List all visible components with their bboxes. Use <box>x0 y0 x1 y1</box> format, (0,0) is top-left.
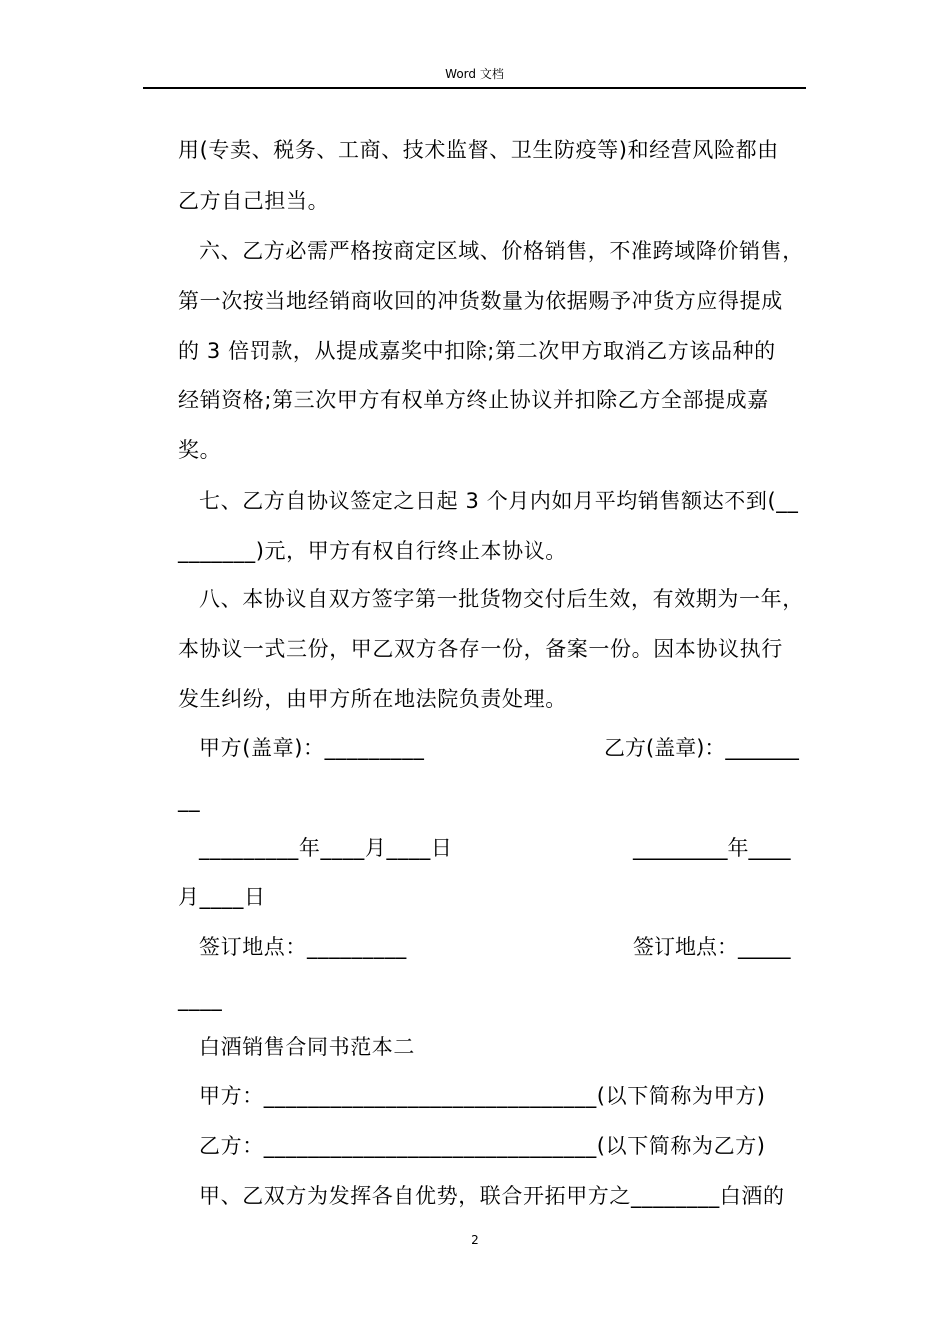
party-b-place: 签订地点：_____ <box>633 935 791 959</box>
header-rule <box>143 87 806 89</box>
clause-six: 六、乙方必需严格按商定区域、价格销售，不准跨域降价销售， <box>199 239 804 263</box>
body-line: 用(专卖、税务、工商、技术监督、卫生防疫等)和经营风险都由 <box>178 138 779 162</box>
body-line: 发生纠纷，由甲方所在地法院负责处理。 <box>178 687 567 711</box>
party-b-date: _________年____ <box>633 836 791 860</box>
party-b-place-cont: ____ <box>178 987 223 1011</box>
party-b-seal: 乙方(盖章)：_______ <box>604 736 799 760</box>
body-line: 经销资格;第三次甲方有权单方终止协议并扣除乙方全部提成嘉 <box>178 388 769 412</box>
clause-eight: 八、本协议自双方签字第一批货物交付后生效，有效期为一年， <box>199 587 804 611</box>
party-b-seal-cont: __ <box>178 788 201 812</box>
party-a-seal: 甲方(盖章)：_________ <box>199 736 425 760</box>
body-line: 的 3 倍罚款，从提成嘉奖中扣除;第二次甲方取消乙方该品种的 <box>178 339 776 363</box>
body-line: 甲、乙双方为发挥各自优势，联合开拓甲方之________白酒的 <box>199 1184 785 1208</box>
party-b-line: 乙方：______________________________(以下简称为乙方) <box>199 1134 766 1158</box>
body-line: 乙方自己担当。 <box>178 189 330 213</box>
body-line: 本协议一式三份，甲乙双方各存一份，备案一份。因本协议执行 <box>178 637 783 661</box>
body-line: 奖。 <box>178 438 222 462</box>
party-a-date: _________年____月____日 <box>199 836 453 860</box>
party-b-date-cont: 月____日 <box>178 885 266 909</box>
party-a-place: 签订地点：_________ <box>199 935 407 959</box>
section-title: 白酒销售合同书范本二 <box>199 1035 415 1059</box>
page-header: Word 文档 <box>445 67 504 81</box>
party-a-line: 甲方：______________________________(以下简称为甲方) <box>199 1084 766 1108</box>
page-number: 2 <box>471 1233 479 1247</box>
clause-seven: 七、乙方自协议签定之日起 3 个月内如月平均销售额达不到(__ <box>199 489 799 513</box>
body-line: _______)元，甲方有权自行终止本协议。 <box>178 539 567 563</box>
body-line: 第一次按当地经销商收回的冲货数量为依据赐予冲货方应得提成 <box>178 289 783 313</box>
